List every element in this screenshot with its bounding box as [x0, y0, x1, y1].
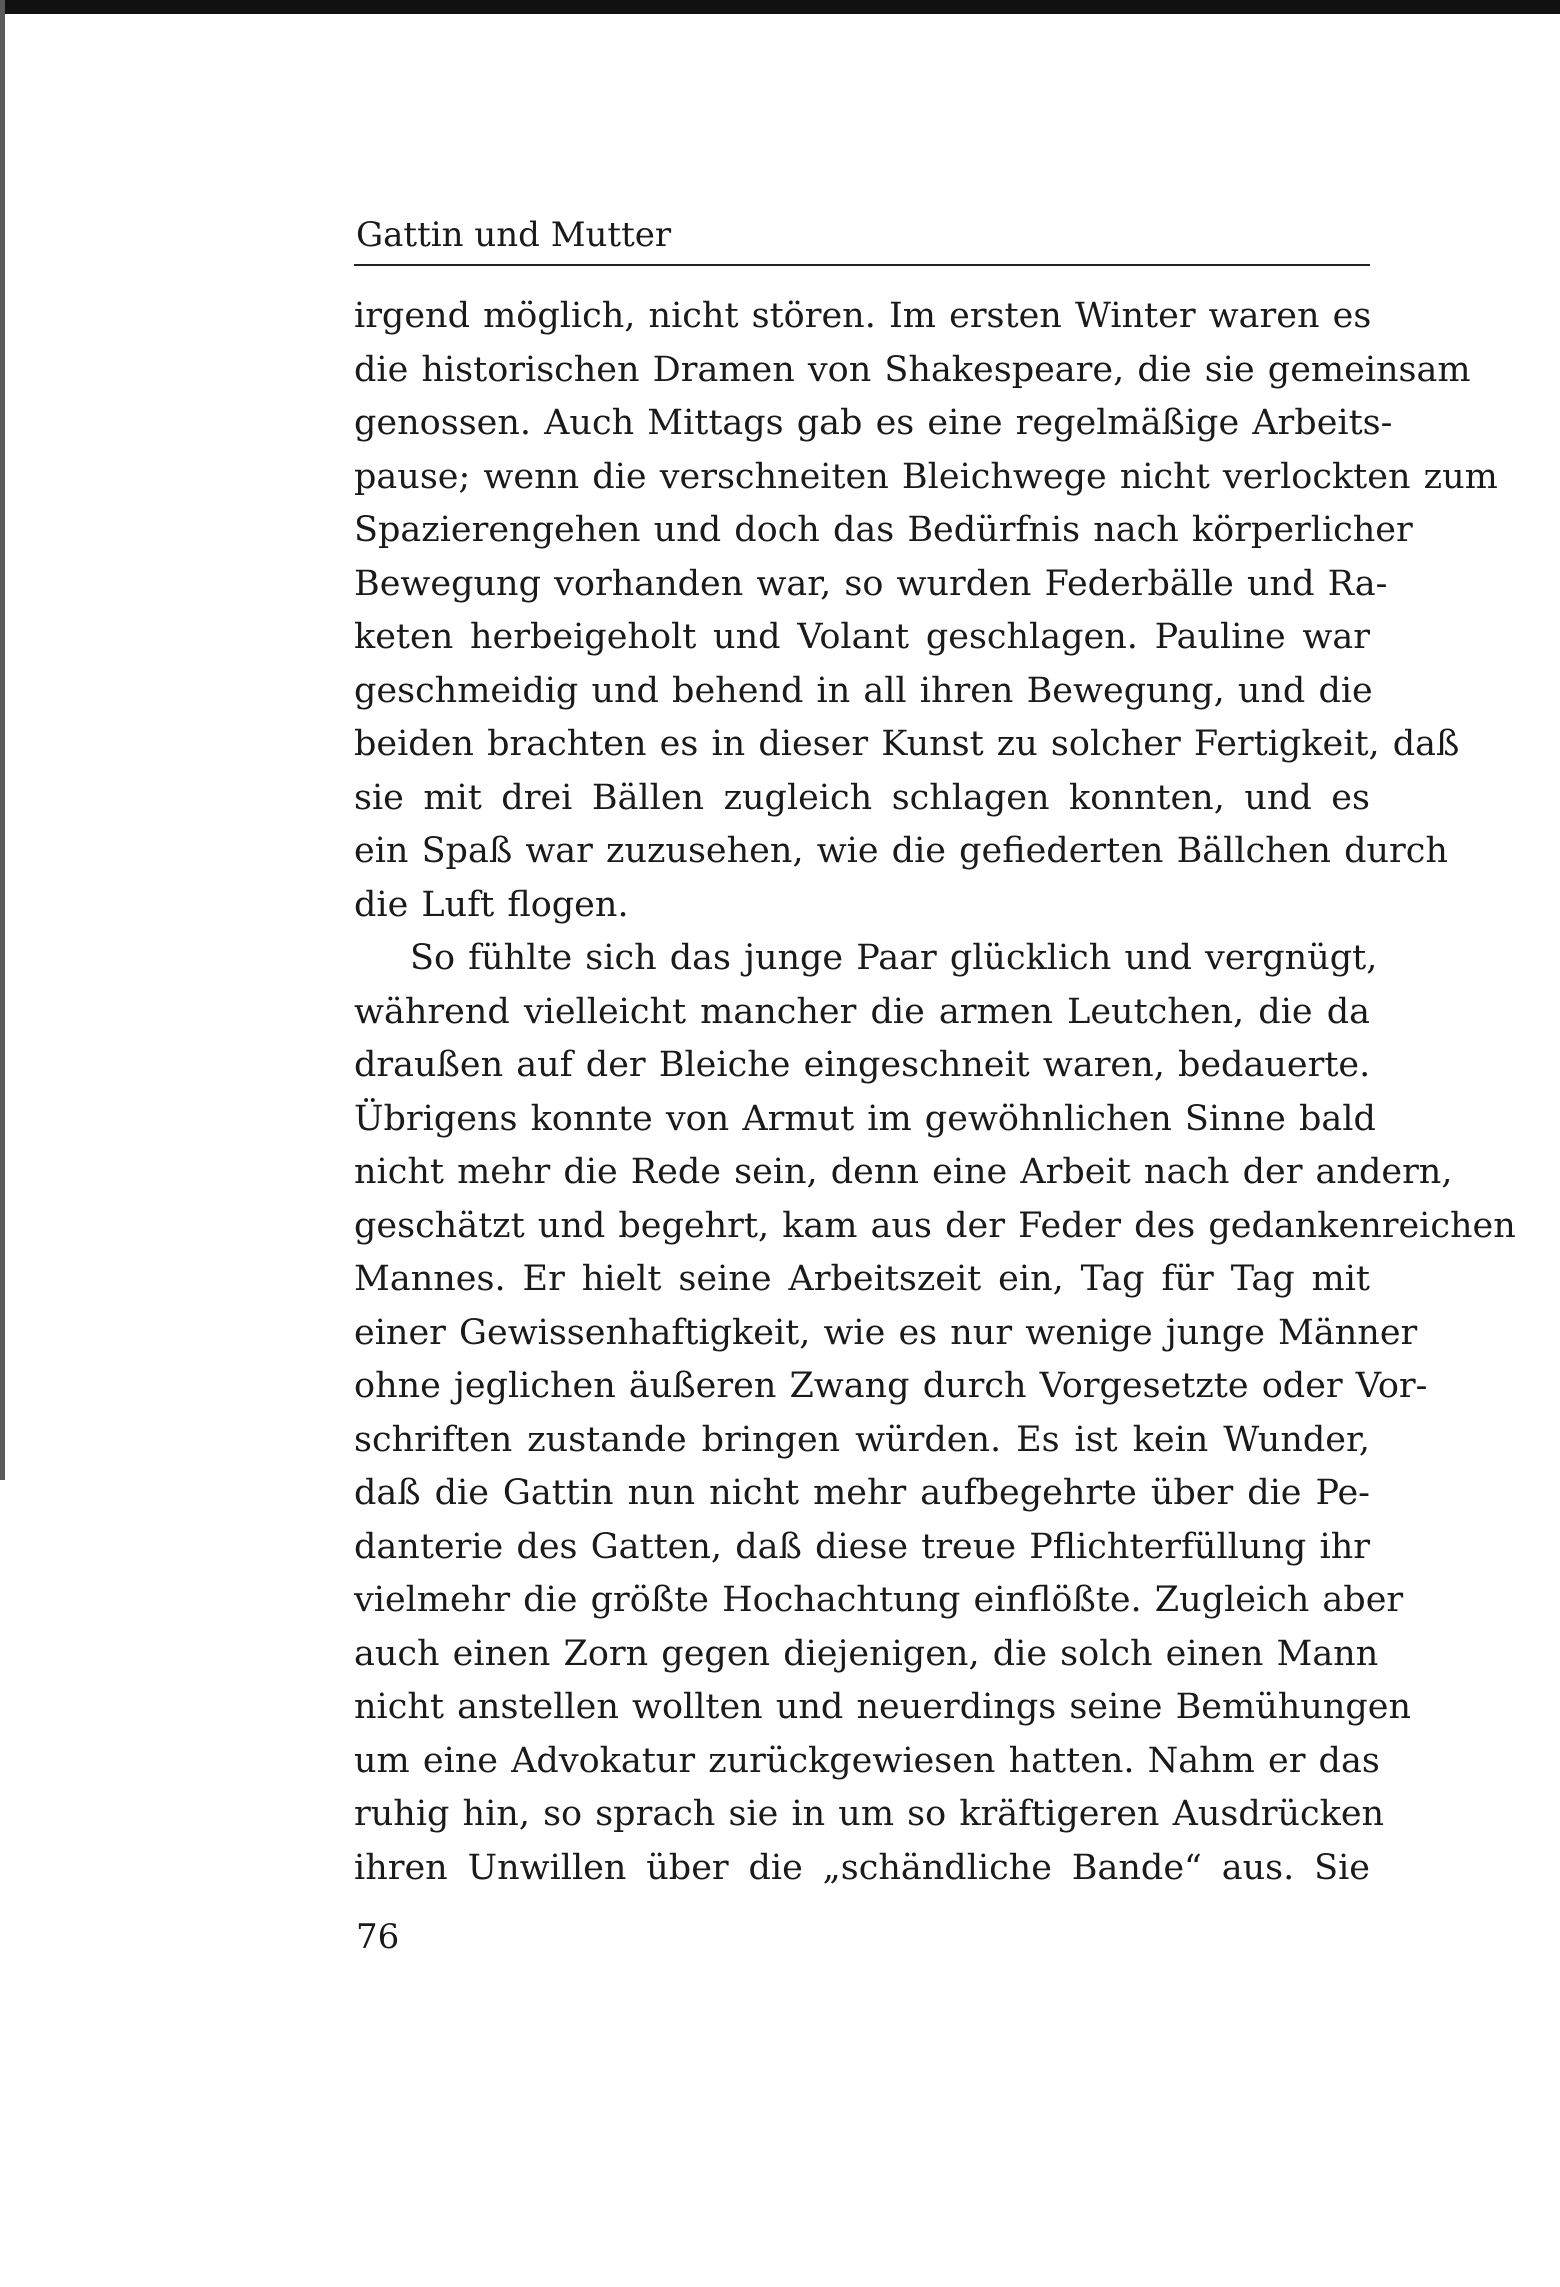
paragraph-1: [354, 290, 1498, 932]
book-page: [354, 210, 1516, 1961]
text-line: auch einen Zorn gegen diejenigen, die solch einen Mann: [354, 1633, 1379, 1674]
text-line: ihren Unwillen über die „schändliche Bande“ aus. Sie: [354, 1847, 1370, 1888]
text-line: schriften zustande bringen würden. Es ist kein Wunder,: [354, 1419, 1370, 1460]
paragraph-2: [354, 932, 1516, 1895]
text-line: irgend möglich, nicht stören. Im ersten Winter waren es: [354, 296, 1372, 336]
text-line: sie mit drei Bällen zugleich schlagen konnten, und es: [354, 777, 1370, 818]
text-line: Übrigens konnte von Armut im gewöhnlichen Sinne bald: [354, 1098, 1376, 1139]
text-line: während vielleicht mancher die armen Leutchen, die da: [354, 991, 1370, 1032]
text-line: ruhig hin, so sprach sie in um so kräftigeren Ausdrücken: [354, 1794, 1385, 1834]
page-number: 76: [356, 1917, 400, 1957]
text-line: nicht mehr die Rede sein, denn eine Arbeit nach der andern,: [354, 1152, 1453, 1192]
text-line: daß die Gattin nun nicht mehr aufbegehrte über die Pe-: [354, 1473, 1370, 1513]
text-line: draußen auf der Bleiche eingeschneit waren, bedauerte.: [354, 1045, 1371, 1085]
body-text: [354, 290, 1516, 1895]
text-line: einer Gewissenhaftigkeit, wie es nur wenige junge Männer: [354, 1312, 1418, 1353]
text-line: ohne jeglichen äußeren Zwang durch Vorgesetzte oder Vor-: [354, 1366, 1428, 1406]
text-line: Mannes. Er hielt seine Arbeitszeit ein, Tag für Tag mit: [354, 1259, 1370, 1299]
text-line: vielmehr die größte Hochachtung einflößte. Zugleich aber: [354, 1580, 1404, 1620]
text-line: ein Spaß war zuzusehen, wie die gefiederten Bällchen durch: [354, 831, 1448, 871]
text-line: die historischen Dramen von Shakespeare, die sie gemeinsam: [354, 349, 1471, 390]
text-line: keten herbeigeholt und Volant geschlagen. Pauline war: [354, 617, 1370, 657]
text-line: nicht anstellen wollten und neuerdings seine Bemühungen: [354, 1687, 1412, 1727]
page-edge-left: [0, 0, 5, 1480]
text-line: genossen. Auch Mittags gab es eine regelmäßige Arbeits-: [354, 403, 1393, 443]
text-line: Spazierengehen und doch das Bedürfnis nach körperlicher: [354, 510, 1413, 550]
text-line: um eine Advokatur zurückgewiesen hatten. Nahm er das: [354, 1740, 1380, 1781]
text-line: geschätzt und begehrt, kam aus der Feder des gedankenreichen: [354, 1205, 1516, 1246]
page-edge-top: [0, 0, 1560, 14]
text-line: Bewegung vorhanden war, so wurden Federbälle und Ra-: [354, 563, 1388, 604]
text-line: geschmeidig und behend in all ihren Bewegung, und die: [354, 670, 1373, 711]
text-line: die Luft flogen.: [354, 884, 629, 925]
text-line: pause; wenn die verschneiten Bleichwege nicht verlockten zum: [354, 456, 1498, 497]
text-line: danterie des Gatten, daß diese treue Pflichterfüllung ihr: [354, 1526, 1370, 1567]
running-head: Gattin und Mutter: [354, 210, 1370, 266]
text-line: beiden brachten es in dieser Kunst zu solcher Fertigkeit, daß: [354, 724, 1460, 764]
text-line: So fühlte sich das junge Paar glücklich und vergnügt,: [410, 938, 1378, 978]
